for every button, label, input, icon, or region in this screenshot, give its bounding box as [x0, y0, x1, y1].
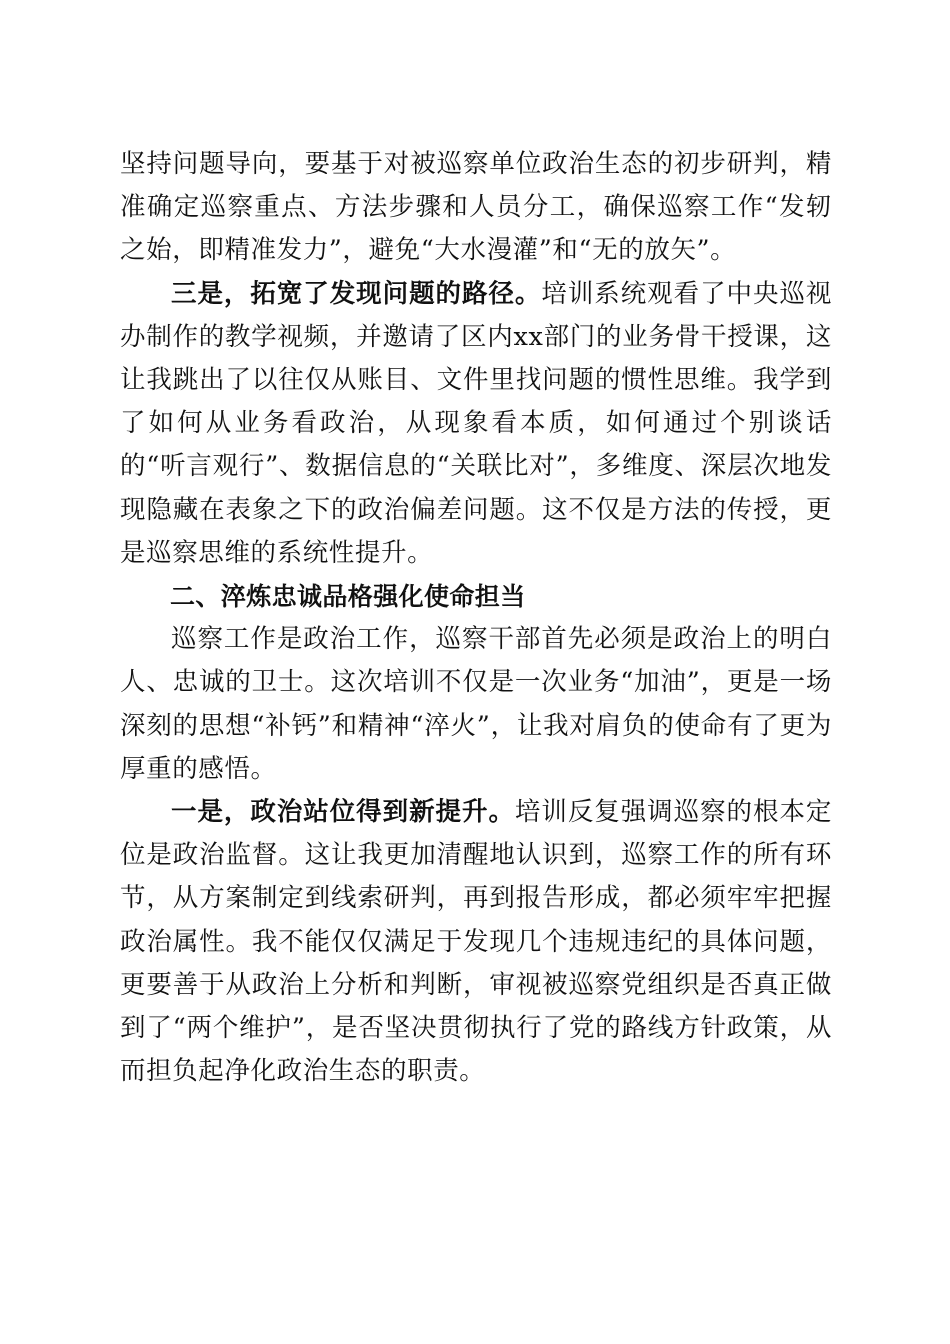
paragraph-text: 培训反复强调巡察的根本定位是政治监督。这让我更加清醒地认识到，巡察工作的所有环节，从方案制定到线索研判，再到报告形成，都必须牢牢把握政治属性。我不能仅仅满足于发现几个违规违纪的具体问题，更要善于从政治上分析和判断，审视被巡察党组织是否真正做到了“两个维护”，是否坚决贯彻执行了党的路线方针政策，从而担负起净化政治生态的职责。 — [120, 797, 832, 1087]
paragraph-lead: 一是，政治站位得到新提升。 — [171, 797, 515, 828]
paragraph-widen-paths — [120, 273, 832, 575]
section-heading: 二、淬炼忠诚品格强化使命担当 — [170, 582, 526, 612]
paragraph-lead: 三是，拓宽了发现问题的路径。 — [171, 278, 542, 309]
paragraph-text: 坚持问题导向，要基于对被巡察单位政治生态的初步研判，精准确定巡察重点、方法步骤和人员分工，确保巡察工作“发轫之始，即精准发力”，避免“大水漫灌”和“无的放矢”。 — [120, 149, 832, 266]
paragraph-text: 培训系统观看了中央巡视办制作的教学视频，并邀请了区内xx部门的业务骨干授课，这让我跳出了以往仅从账目、文件里找问题的惯性思维。我学到了如何从业务看政治，从现象看本质，如何通过个别谈话的“听言观行”、数据信息的“关联比对”，多维度、深层次地发现隐藏在表象之下的政治偏差问题。这不仅是方法的传授，更是巡察思维的系统性提升。 — [120, 278, 832, 568]
paragraph-text: 巡察工作是政治工作，巡察干部首先必须是政治上的明白人、忠诚的卫士。这次培训不仅是一次业务“加油”，更是一场深刻的思想“补钙”和精神“淬火”，让我对肩负的使命有了更为厚重的感悟。 — [120, 624, 832, 784]
paragraph-political-work — [120, 618, 832, 791]
paragraph-continuation — [120, 143, 832, 273]
document-body — [120, 143, 832, 1093]
paragraph-political-stance — [120, 791, 832, 1093]
